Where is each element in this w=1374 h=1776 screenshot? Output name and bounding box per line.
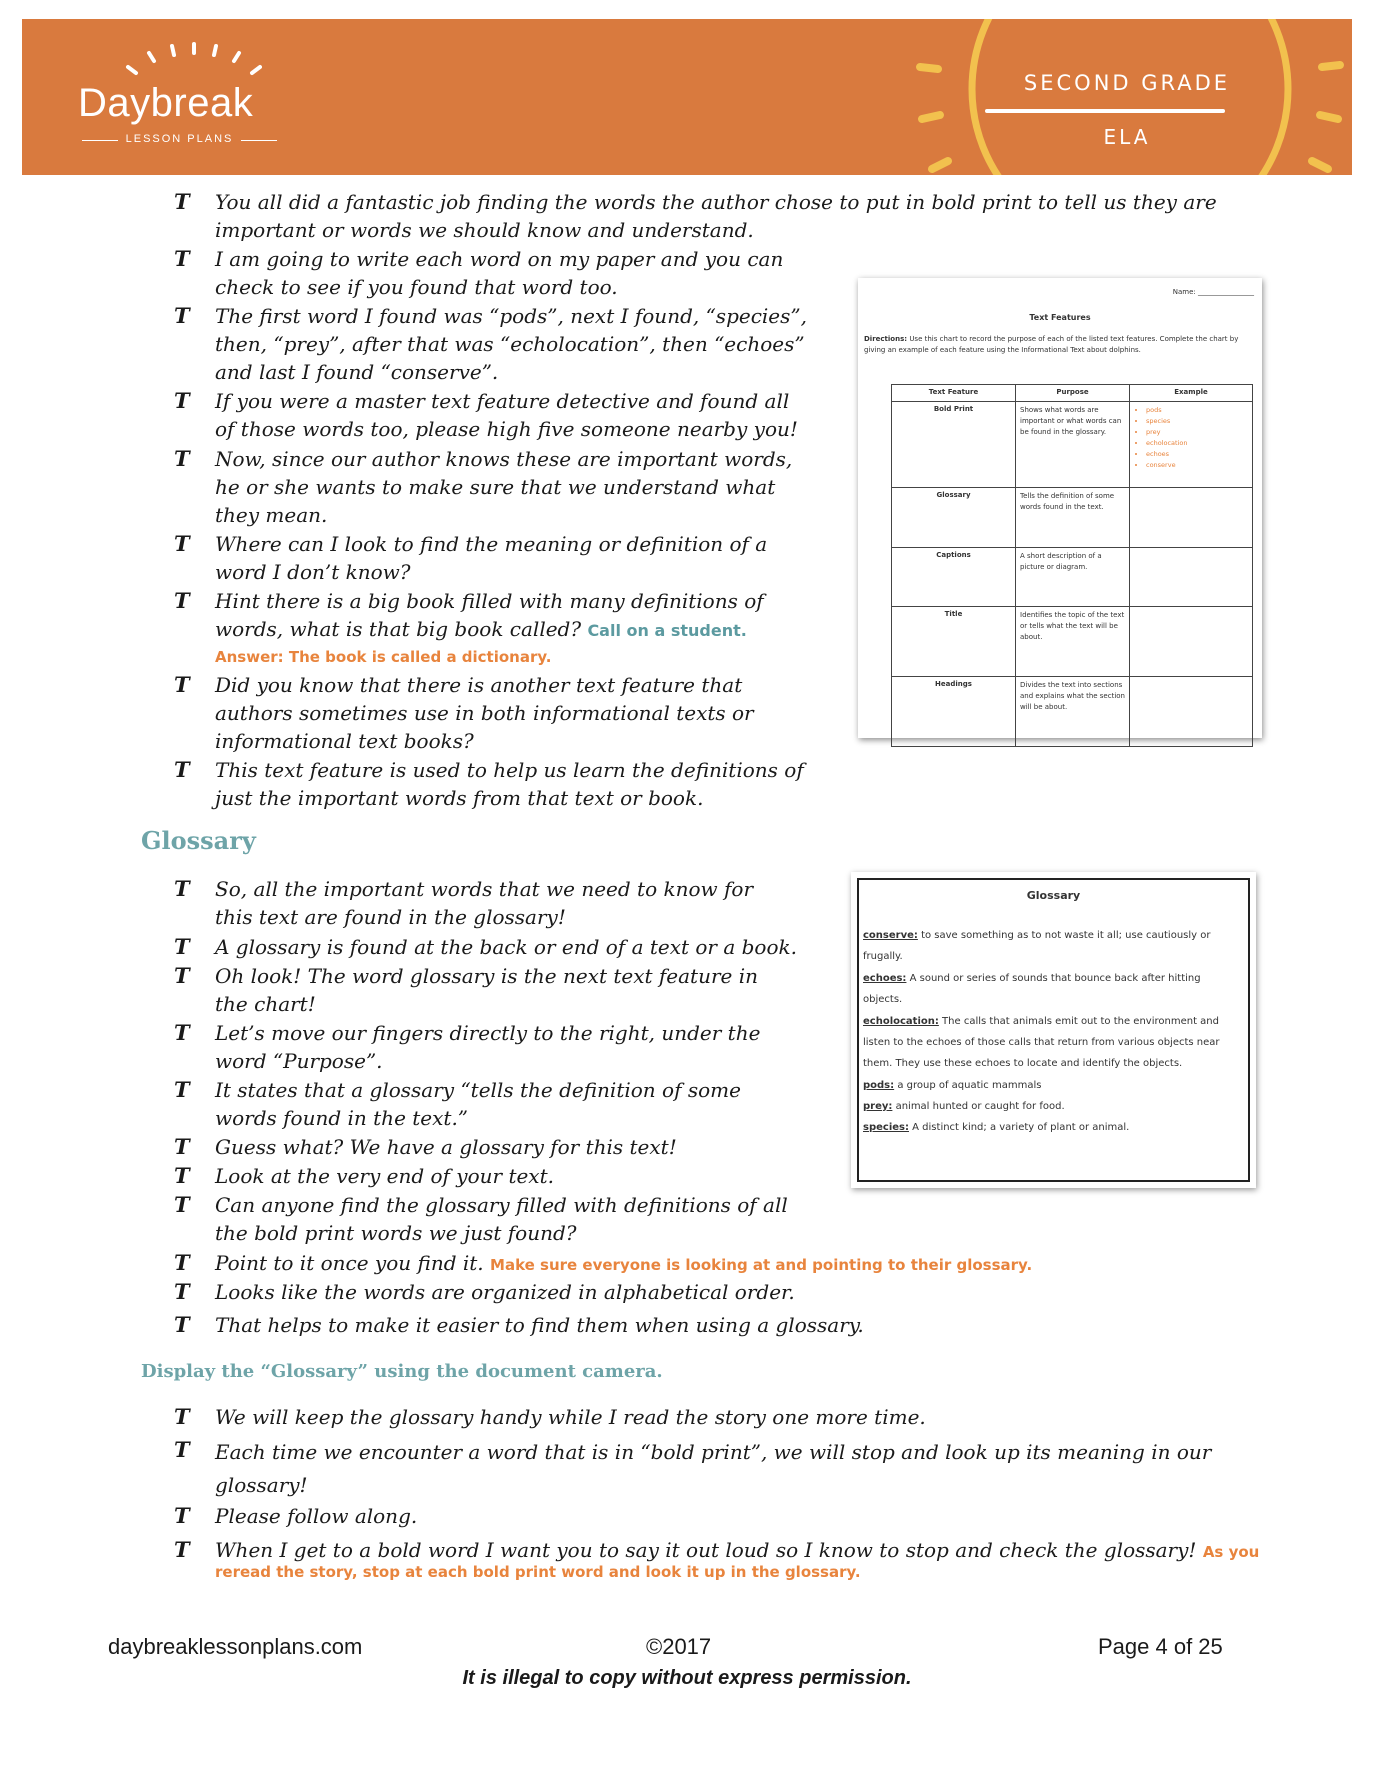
grade-label: SECOND GRADE [1023,71,1231,95]
speaker-marker: T [174,1312,190,1337]
speaker-marker: T [174,588,190,613]
header-divider [985,109,1225,113]
header-banner [22,19,1352,175]
example-list: • pods • species • prey • echolocation • echoes • conserve [1134,405,1248,471]
script-line: We will keep the glossary handy while I read the story one more time. [215,1405,926,1429]
reread-note: As you [1202,1543,1260,1561]
speaker-marker: T [174,672,190,697]
script-line: When I get to a bold word I want you to say it out loud so I know to stop and check the glossary! As you [215,1538,1260,1562]
speaker-marker: T [174,246,190,271]
brand-logo: Daybreak [78,81,254,125]
script-line: Look at the very end of your text. [215,1164,554,1188]
script-line: Looks like the words are organized in alphabetical order. [215,1280,795,1304]
speaker-marker: T [174,303,190,328]
sunrise-rays-icon [122,35,262,85]
glossary-entry: conserve: to save something as to not waste it all; use cautiously or frugally. [863,930,1211,962]
script-line: Now, since our author knows these are important words, he or she wants to make sure that we understand what they mean. [215,447,793,527]
script-line: If you were a master text feature detective and found all of those words too, please high five someone nearby you! [215,389,798,441]
worksheet-directions: Directions: Use this chart to record the purpose of each of the listed text features. Complete the chart by giving an example of each feature using the Informational Text about dolphins. [864,335,1239,354]
script-line: It states that a glossary “tells the definition of some words found in the text.” [215,1078,741,1130]
glossary-entry: echoes: A sound or series of sounds that bounce back after hitting objects. [863,973,1201,1005]
script-line: You all did a fantastic job finding the words the author chose to put in bold print to tell us they are important or words we should know and understand. [215,190,1217,242]
glossary-entry: pods: a group of aquatic mammals [863,1080,1042,1091]
brand-subtitle: LESSON PLANS [82,133,277,145]
column-header: Example [1130,385,1253,402]
speaker-marker: T [174,1537,190,1562]
glossary-entry: prey: animal hunted or caught for food. [863,1101,1065,1112]
table-row: Title Identifies the topic of the text or tells what the text will be about. [892,607,1253,677]
script-line: Point to it once you find it. Make sure everyone is looking at and pointing to their glossary. [215,1251,1033,1275]
speaker-marker: T [174,1404,190,1429]
speaker-marker: T [174,531,190,556]
script-line: So, all the important words that we need to know for this text are found in the glossary! [215,877,754,929]
script-line: Each time we encounter a word that is in “bold print”, we will stop and look up its meaning in our glossary! [215,1440,1212,1497]
speaker-marker: T [174,1503,190,1528]
speaker-marker: T [174,1020,190,1045]
script-line: Let’s move our fingers directly to the right, under the word “Purpose”. [215,1021,761,1073]
speaker-marker: T [174,1192,190,1217]
script-line: The first word I found was “pods”, next I found, “species”, then, “prey”, after that was “echolocation”, then “echoes” and last I found “conserve”. [215,304,807,384]
reread-note: reread the story, stop at each bold print word and look it up in the glossary. [215,1563,861,1581]
speaker-marker: T [174,388,190,413]
text-features-table [891,384,1253,747]
column-header: Purpose [1016,385,1130,402]
script-line: This text feature is used to help us learn the definitions of just the important words from that text or book. [215,758,804,810]
glossary-entry: species: A distinct kind; a variety of plant or animal. [863,1122,1130,1133]
display-instruction: Display the “Glossary” using the document camera. [141,1361,663,1382]
footer-website: daybreaklessonplans.com [108,1634,363,1659]
speaker-marker: T [174,1134,190,1159]
worksheet-title: Text Features [1029,313,1091,322]
table-row: Glossary Tells the definition of some words found in the text. [892,488,1253,548]
script-line: A glossary is found at the back or end of a text or a book. [215,935,797,959]
script-line: I am going to write each word on my paper and you can check to see if you found that word too. [215,247,784,299]
speaker-marker: T [174,1437,190,1462]
text-features-worksheet [858,278,1262,738]
point-note: Make sure everyone is looking at and pointing to their glossary. [490,1256,1033,1274]
speaker-marker: T [174,1250,190,1275]
speaker-marker: T [174,876,190,901]
script-line: That helps to make it easier to find them when using a glossary. [215,1313,864,1337]
speaker-marker: T [174,757,190,782]
speaker-marker: T [174,189,190,214]
speaker-marker: T [174,1163,190,1188]
sun-icon [910,19,1350,175]
speaker-marker: T [174,446,190,471]
speaker-marker: T [174,963,190,988]
glossary-card-frame [857,878,1250,1182]
glossary-card-title: Glossary [1026,889,1081,902]
footer-copyright: ©2017 [646,1634,712,1659]
answer-note: Answer: The book is called a dictionary. [215,648,552,666]
script-line: Did you know that there is another text feature that authors sometimes use in both informational texts or informational text books? [215,673,754,753]
footer-page-number: Page 4 of 25 [1098,1634,1223,1659]
script-line: Guess what? We have a glossary for this text! [215,1135,677,1159]
table-row: Captions A short description of a picture or diagram. [892,548,1253,607]
table-row: Bold Print Shows what words are important or what words can be found in the glossary. • pods • species • prey • echolocation • echoes • conserve [892,402,1253,488]
speaker-marker: T [174,934,190,959]
column-header: Text Feature [892,385,1016,402]
table-row: Headings Divides the text into sections and explains what the section will be about. [892,677,1253,747]
footer-copy-notice: It is illegal to copy without express permission. [462,1667,912,1689]
glossary-entry: echolocation: The calls that animals emit out to the environment and listen to the echoes of those calls that return from various objects near them. They use these echoes to locate and identify the objects. [863,1016,1220,1069]
script-line: Oh look! The word glossary is the next text feature in the chart! [215,964,759,1016]
script-line: Hint there is a big book filled with many definitions of words, what is that big book called? Call on a student. [215,589,764,641]
worksheet-name-field: Name: ________________ [1172,288,1254,296]
script-line: Where can I look to find the meaning or definition of a word I don’t know? [215,532,768,584]
speaker-marker: T [174,1279,190,1304]
speaker-marker: T [174,1077,190,1102]
subject-label: ELA [1103,125,1151,149]
example-cell [1130,402,1253,488]
glossary-card [851,872,1256,1188]
call-on-note: Call on a student. [587,621,747,640]
section-heading-glossary: Glossary [141,826,256,855]
script-line: Can anyone find the glossary filled with definitions of all the bold print words we just found? [215,1193,788,1245]
script-line: Please follow along. [215,1504,418,1528]
